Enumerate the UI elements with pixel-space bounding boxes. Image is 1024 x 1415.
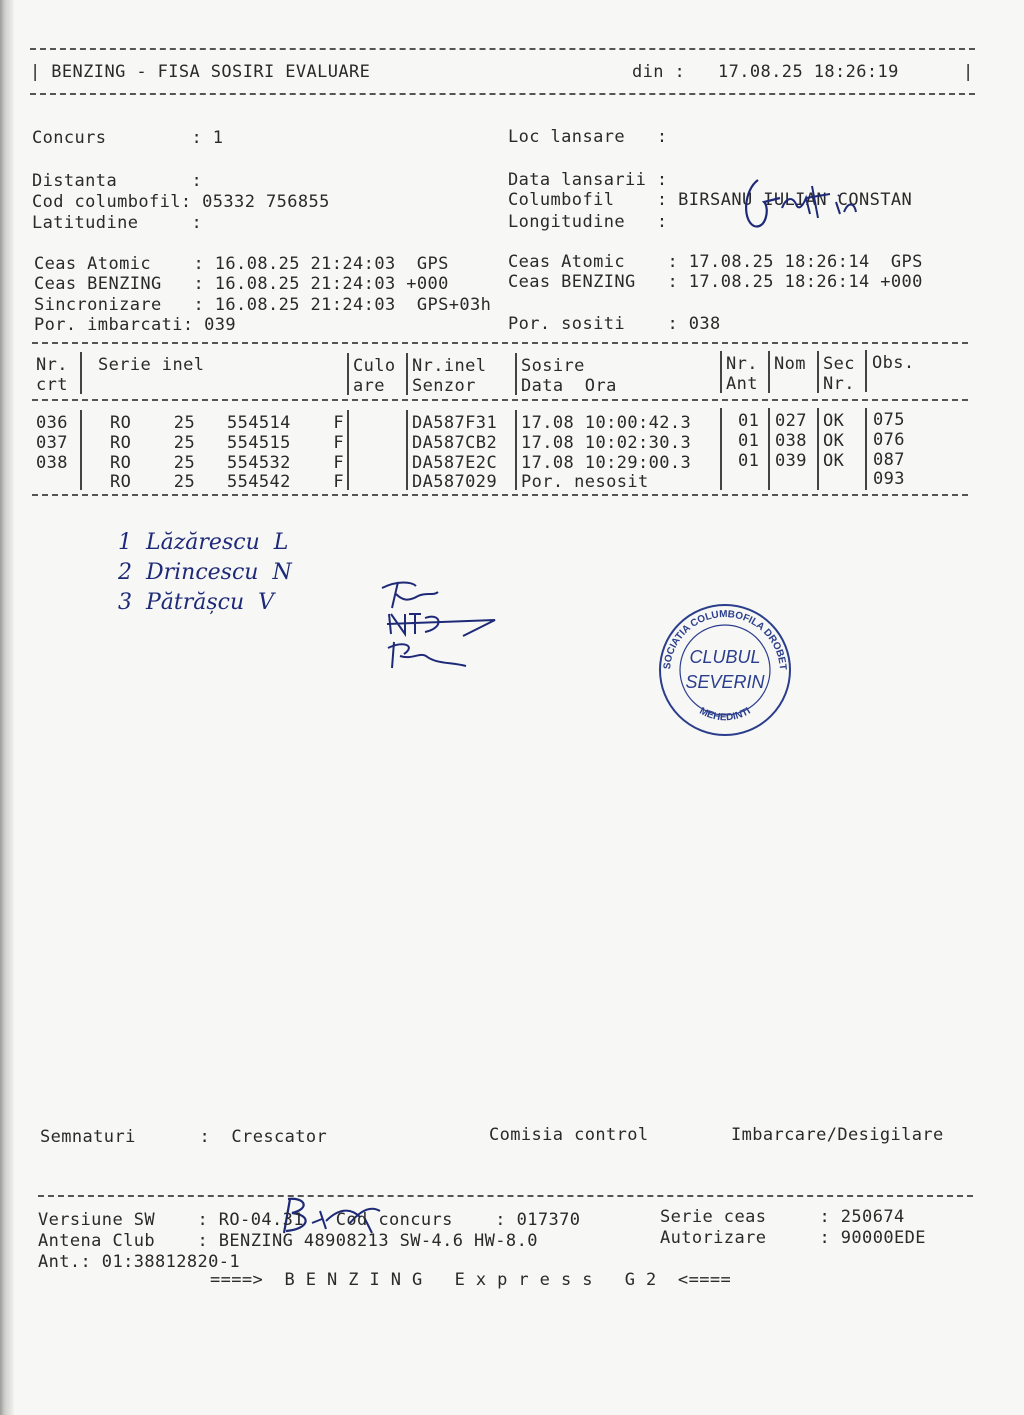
handwritten-line-2: 2 Drincescu N (118, 560, 292, 585)
cell-nom: 039 (775, 451, 807, 471)
header-nr-crt-2: crt (36, 375, 68, 395)
col-sep (768, 351, 770, 393)
footer-line3: Ant.: 01:38812820-1 (38, 1252, 241, 1272)
cell-sosire: 17.08 10:00:42.3 (521, 413, 692, 433)
col-sep (817, 351, 819, 393)
stamp-top-text: SOCIATIA COLUMBOFILA DROBET (662, 608, 788, 670)
paper-edge (0, 0, 14, 1415)
clock-right-1: Ceas Atomic : 17.08.25 18:26:14 GPS (508, 252, 923, 272)
col-sep (347, 410, 349, 490)
cell-senzor: DA587CB2 (412, 433, 498, 453)
col-sep (865, 350, 867, 392)
svg-text:MEHEDINTI (697, 706, 752, 724)
col-sep (80, 410, 82, 490)
header-obs: Obs. (872, 353, 915, 373)
cell-sec: OK (823, 411, 845, 431)
col-sep (515, 410, 517, 490)
signatures-label: Semnaturi : Crescator (40, 1127, 328, 1147)
cell-serie: RO 25 554515 F (110, 433, 344, 453)
club-stamp (650, 600, 800, 740)
col-sep (80, 352, 82, 394)
cell-crt: 038 (36, 453, 68, 473)
distanta-field: Distanta : (32, 171, 203, 191)
page-title: | BENZING - FISA SOSIRI EVALUARE (30, 62, 371, 82)
footer-top-rule (38, 1195, 973, 1197)
col-sep (817, 408, 819, 490)
footer-line2-left: Antena Club : BENZING 48908213 SW-4.6 HW-8.0 (38, 1231, 538, 1251)
columbofil-field: Columbofil : BIRSANU IULIAN CONSTAN (508, 190, 913, 210)
col-sep (347, 353, 349, 395)
header-sec-1: Sec (823, 354, 855, 374)
header-nr-ant-1: Nr. (726, 354, 758, 374)
header-bottom-rule (30, 93, 975, 95)
cell-senzor: DA587029 (412, 472, 498, 492)
cell-senzor: DA587E2C (412, 453, 498, 473)
stamp-center-line2: SEVERIN (685, 672, 765, 692)
cell-sosire: 17.08 10:02:30.3 (521, 433, 692, 453)
table-header-rule (32, 399, 968, 401)
header-nr-crt-1: Nr. (36, 355, 68, 375)
header-sec-2: Nr. (823, 374, 855, 394)
handwritten-line-3: 3 Pătrășcu V (118, 590, 275, 615)
cell-serie: RO 25 554532 F (110, 453, 344, 473)
header-nom: Nom (774, 354, 806, 374)
signature-3 (386, 588, 471, 697)
loc-lansare-signature (740, 118, 870, 263)
header-sosire-2: Data Ora (521, 376, 617, 396)
cell-obs: 076 (873, 430, 905, 450)
cell-senzor: DA587F31 (412, 413, 498, 433)
header-nr-ant-2: Ant (726, 374, 758, 394)
imbarcare-label: Imbarcare/Desigilare (731, 1125, 944, 1145)
clock-left-2: Ceas BENZING : 16.08.25 21:24:03 +000 (34, 274, 449, 294)
cell-crt: 036 (36, 413, 68, 433)
header-serie-inel: Serie inel (98, 355, 205, 375)
col-sep (406, 353, 408, 395)
cell-crt: 037 (36, 433, 68, 453)
col-sep (515, 353, 517, 395)
col-sep (720, 408, 722, 490)
concurs-field: Concurs : 1 (32, 128, 224, 148)
footer-line1-right: Serie ceas : 250674 (660, 1207, 905, 1227)
comisia-label: Comisia control (489, 1125, 649, 1145)
data-lansarii-field: Data lansarii : (508, 170, 668, 190)
cell-ant: 01 (738, 411, 760, 431)
cell-ant: 01 (738, 451, 760, 471)
footer-line2-right: Autorizare : 90000EDE (660, 1228, 926, 1248)
col-sep (865, 408, 867, 490)
table-bottom-rule (32, 494, 968, 496)
latitudine-field: Latitudine : (32, 213, 203, 233)
header-culoare-2: are (353, 376, 385, 396)
header-sosire-1: Sosire (521, 356, 585, 376)
header-end-bar: | (963, 62, 974, 82)
clock-left-1: Ceas Atomic : 16.08.25 21:24:03 GPS (34, 254, 449, 274)
header-senzor-2: Senzor (412, 376, 476, 396)
loc-lansare-field: Loc lansare : (508, 127, 668, 147)
cell-nom: 027 (775, 411, 807, 431)
cod-columbofil-field: Cod columbofil: 05332 756855 (32, 192, 330, 212)
cell-serie: RO 25 554514 F (110, 413, 344, 433)
col-sep (406, 410, 408, 490)
cell-serie: RO 25 554542 F (110, 472, 344, 492)
clock-left-3: Sincronizare : 16.08.25 21:24:03 GPS+03h (34, 295, 492, 315)
clock-right-4: Por. sositi : 038 (508, 314, 721, 334)
cell-sosire: Por. nesosit (521, 472, 649, 492)
clock-right-2: Ceas BENZING : 17.08.25 18:26:14 +000 (508, 272, 923, 292)
handwritten-line-1: 1 Lăzărescu L (118, 530, 289, 555)
longitudine-field: Longitudine : (508, 212, 668, 232)
cell-obs: 087 (873, 450, 905, 470)
cell-sosire: 17.08 10:29:00.3 (521, 453, 692, 473)
footer-line1-left: Versiune SW : RO-04.31 Cod concurs : 017370 (38, 1210, 581, 1230)
cell-obs: 075 (873, 410, 905, 430)
date-value: 17.08.25 18:26:19 (718, 62, 899, 82)
header-culoare-1: Culo (353, 356, 396, 376)
cell-nom: 038 (775, 431, 807, 451)
cell-ant: 01 (738, 431, 760, 451)
stamp-bottom-text: MEHEDINTI (697, 705, 753, 724)
date-label: din : (632, 62, 686, 82)
col-sep (720, 351, 722, 393)
cell-sec: OK (823, 431, 845, 451)
cell-obs: 093 (873, 469, 905, 489)
clock-left-4: Por. imbarcati: 039 (34, 315, 237, 335)
stamp-center-line1: CLUBUL (689, 647, 761, 667)
header-top-rule (30, 48, 975, 50)
col-sep (768, 408, 770, 490)
cell-sec: OK (823, 451, 845, 471)
footer-brand: ====> B E N Z I N G E x p r e s s G 2 <==== (210, 1270, 732, 1290)
header-senzor-1: Nr.inel (412, 356, 487, 376)
table-top-rule (32, 342, 968, 344)
